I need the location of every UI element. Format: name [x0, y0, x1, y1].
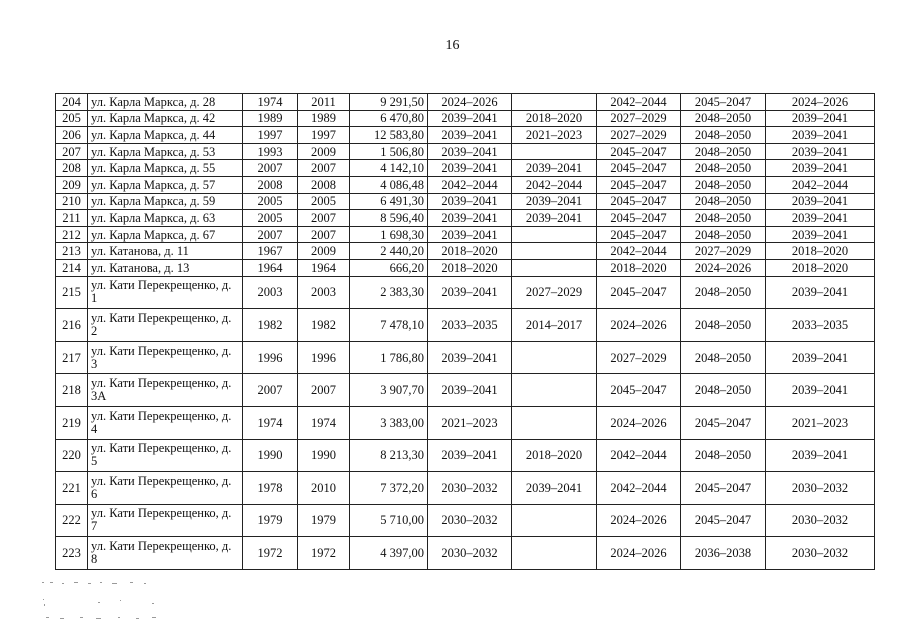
table-row: [56, 259, 875, 276]
period-cell-1: 2039–2041: [428, 143, 512, 160]
year-last-repair-cell: 1964: [298, 259, 350, 276]
year-built-cell: 1974: [243, 406, 298, 439]
period-cell-2: [512, 504, 597, 537]
year-last-repair-cell: 2010: [298, 472, 350, 505]
table-row: [56, 276, 875, 309]
year-last-repair-cell: 2011: [298, 94, 350, 111]
address-cell: ул. Катанова, д. 13: [88, 259, 243, 276]
year-last-repair-cell: 2008: [298, 176, 350, 193]
period-cell-1: 2039–2041: [428, 226, 512, 243]
period-cell-2: [512, 226, 597, 243]
period-cell-2: [512, 406, 597, 439]
address-cell: ул. Карла Маркса, д. 67: [88, 226, 243, 243]
row-number: 223: [56, 537, 88, 570]
period-cell-3: 2027–2029: [597, 127, 681, 144]
row-number: 205: [56, 110, 88, 127]
period-cell-4: 2048–2050: [681, 226, 766, 243]
row-number: 221: [56, 472, 88, 505]
year-last-repair-cell: 1972: [298, 537, 350, 570]
year-last-repair-cell: 1990: [298, 439, 350, 472]
table-row: [56, 210, 875, 227]
row-number: 218: [56, 374, 88, 407]
page-number: 16: [445, 38, 460, 53]
period-cell-3: 2045–2047: [597, 143, 681, 160]
year-built-cell: 1972: [243, 537, 298, 570]
area-cell: 7 478,10: [350, 309, 428, 342]
table-row: [56, 193, 875, 210]
address-cell: ул. Кати Перекрещенко, д. 7: [88, 504, 243, 537]
period-cell-1: 2042–2044: [428, 176, 512, 193]
period-cell-5: 2030–2032: [766, 504, 875, 537]
year-built-cell: 1978: [243, 472, 298, 505]
period-cell-4: 2048–2050: [681, 176, 766, 193]
year-last-repair-cell: 2009: [298, 243, 350, 260]
period-cell-2: 2039–2041: [512, 193, 597, 210]
address-cell: ул. Карла Маркса, д. 53: [88, 143, 243, 160]
area-cell: 5 710,00: [350, 504, 428, 537]
row-number: 212: [56, 226, 88, 243]
row-number: 210: [56, 193, 88, 210]
period-cell-5: 2030–2032: [766, 472, 875, 505]
address-cell: ул. Карла Маркса, д. 28: [88, 94, 243, 111]
area-cell: 12 583,80: [350, 127, 428, 144]
period-cell-3: 2045–2047: [597, 374, 681, 407]
table-row: [56, 176, 875, 193]
table-row: [56, 374, 875, 407]
period-cell-1: 2039–2041: [428, 341, 512, 374]
year-built-cell: 1989: [243, 110, 298, 127]
area-cell: 3 383,00: [350, 406, 428, 439]
address-cell: ул. Кати Перекрещенко, д. 2: [88, 309, 243, 342]
period-cell-1: 2039–2041: [428, 110, 512, 127]
period-cell-4: 2048–2050: [681, 374, 766, 407]
year-last-repair-cell: 2003: [298, 276, 350, 309]
table-row: [56, 472, 875, 505]
year-built-cell: 1967: [243, 243, 298, 260]
area-cell: 1 698,30: [350, 226, 428, 243]
period-cell-4: 2036–2038: [681, 537, 766, 570]
row-number: 204: [56, 94, 88, 111]
period-cell-5: 2024–2026: [766, 94, 875, 111]
year-last-repair-cell: 1989: [298, 110, 350, 127]
row-number: 219: [56, 406, 88, 439]
period-cell-2: [512, 259, 597, 276]
period-cell-1: 2039–2041: [428, 160, 512, 177]
period-cell-2: 2021–2023: [512, 127, 597, 144]
address-cell: ул. Карла Маркса, д. 57: [88, 176, 243, 193]
period-cell-1: 2030–2032: [428, 537, 512, 570]
row-number: 222: [56, 504, 88, 537]
period-cell-2: [512, 143, 597, 160]
period-cell-5: 2039–2041: [766, 160, 875, 177]
area-cell: 4 397,00: [350, 537, 428, 570]
period-cell-5: 2021–2023: [766, 406, 875, 439]
period-cell-1: 2030–2032: [428, 504, 512, 537]
area-cell: 2 383,30: [350, 276, 428, 309]
period-cell-4: 2048–2050: [681, 341, 766, 374]
period-cell-4: 2048–2050: [681, 309, 766, 342]
area-cell: 8 596,40: [350, 210, 428, 227]
area-cell: 7 372,20: [350, 472, 428, 505]
table-row: [56, 537, 875, 570]
table-row: [56, 309, 875, 342]
year-built-cell: 2005: [243, 210, 298, 227]
period-cell-4: 2045–2047: [681, 94, 766, 111]
table-row: [56, 243, 875, 260]
address-cell: ул. Кати Перекрещенко, д. 3А: [88, 374, 243, 407]
period-cell-1: 2039–2041: [428, 127, 512, 144]
period-cell-2: 2039–2041: [512, 210, 597, 227]
year-built-cell: 1979: [243, 504, 298, 537]
period-cell-4: 2024–2026: [681, 259, 766, 276]
period-cell-4: 2045–2047: [681, 472, 766, 505]
year-last-repair-cell: 1996: [298, 341, 350, 374]
period-cell-4: 2048–2050: [681, 439, 766, 472]
row-number: 209: [56, 176, 88, 193]
period-cell-3: 2024–2026: [597, 309, 681, 342]
period-cell-5: 2039–2041: [766, 341, 875, 374]
period-cell-1: 2039–2041: [428, 374, 512, 407]
year-last-repair-cell: 2007: [298, 226, 350, 243]
period-cell-1: 2033–2035: [428, 309, 512, 342]
year-built-cell: 2008: [243, 176, 298, 193]
table-row: [56, 143, 875, 160]
building-registry-table: [55, 93, 875, 570]
table-row: [56, 406, 875, 439]
period-cell-4: 2048–2050: [681, 210, 766, 227]
period-cell-4: 2048–2050: [681, 160, 766, 177]
area-cell: 4 086,48: [350, 176, 428, 193]
area-cell: 1 506,80: [350, 143, 428, 160]
year-last-repair-cell: 2009: [298, 143, 350, 160]
year-built-cell: 2007: [243, 374, 298, 407]
period-cell-5: 2039–2041: [766, 210, 875, 227]
period-cell-1: 2039–2041: [428, 210, 512, 227]
period-cell-4: 2048–2050: [681, 110, 766, 127]
period-cell-3: 2045–2047: [597, 193, 681, 210]
period-cell-5: 2039–2041: [766, 374, 875, 407]
period-cell-2: 2018–2020: [512, 439, 597, 472]
period-cell-2: [512, 94, 597, 111]
table-body: [56, 94, 875, 570]
address-cell: ул. Кати Перекрещенко, д. 5: [88, 439, 243, 472]
year-last-repair-cell: 2007: [298, 210, 350, 227]
period-cell-4: 2048–2050: [681, 193, 766, 210]
period-cell-3: 2045–2047: [597, 176, 681, 193]
year-built-cell: 2005: [243, 193, 298, 210]
table-row: [56, 160, 875, 177]
area-cell: 666,20: [350, 259, 428, 276]
row-number: 217: [56, 341, 88, 374]
period-cell-2: 2027–2029: [512, 276, 597, 309]
area-cell: 3 907,70: [350, 374, 428, 407]
year-built-cell: 2007: [243, 160, 298, 177]
area-cell: 4 142,10: [350, 160, 428, 177]
table-row: [56, 504, 875, 537]
period-cell-2: 2039–2041: [512, 472, 597, 505]
row-number: 220: [56, 439, 88, 472]
table-row: [56, 110, 875, 127]
address-cell: ул. Кати Перекрещенко, д. 8: [88, 537, 243, 570]
year-built-cell: 1964: [243, 259, 298, 276]
address-cell: ул. Кати Перекрещенко, д. 1: [88, 276, 243, 309]
area-cell: 6 470,80: [350, 110, 428, 127]
period-cell-3: 2027–2029: [597, 341, 681, 374]
period-cell-3: 2027–2029: [597, 110, 681, 127]
period-cell-5: 2018–2020: [766, 243, 875, 260]
period-cell-3: 2045–2047: [597, 210, 681, 227]
period-cell-3: 2024–2026: [597, 504, 681, 537]
period-cell-5: 2042–2044: [766, 176, 875, 193]
period-cell-4: 2048–2050: [681, 276, 766, 309]
period-cell-4: 2045–2047: [681, 504, 766, 537]
period-cell-2: 2039–2041: [512, 160, 597, 177]
year-built-cell: 1990: [243, 439, 298, 472]
period-cell-1: 2018–2020: [428, 243, 512, 260]
area-cell: 9 291,50: [350, 94, 428, 111]
period-cell-3: 2045–2047: [597, 160, 681, 177]
period-cell-1: 2039–2041: [428, 193, 512, 210]
period-cell-3: 2042–2044: [597, 472, 681, 505]
year-last-repair-cell: 2005: [298, 193, 350, 210]
table-row: [56, 94, 875, 111]
scan-artifact: [40, 582, 190, 626]
period-cell-3: 2042–2044: [597, 439, 681, 472]
period-cell-1: 2018–2020: [428, 259, 512, 276]
table-row: [56, 226, 875, 243]
period-cell-3: 2024–2026: [597, 406, 681, 439]
year-built-cell: 2007: [243, 226, 298, 243]
period-cell-2: 2042–2044: [512, 176, 597, 193]
row-number: 207: [56, 143, 88, 160]
row-number: 206: [56, 127, 88, 144]
address-cell: ул. Карла Маркса, д. 42: [88, 110, 243, 127]
period-cell-2: [512, 537, 597, 570]
period-cell-3: 2045–2047: [597, 226, 681, 243]
area-cell: 1 786,80: [350, 341, 428, 374]
period-cell-5: 2039–2041: [766, 226, 875, 243]
period-cell-1: 2021–2023: [428, 406, 512, 439]
period-cell-3: 2042–2044: [597, 243, 681, 260]
row-number: 216: [56, 309, 88, 342]
row-number: 208: [56, 160, 88, 177]
year-last-repair-cell: 2007: [298, 160, 350, 177]
table-row: [56, 439, 875, 472]
table-row: [56, 341, 875, 374]
period-cell-4: 2048–2050: [681, 127, 766, 144]
address-cell: ул. Кати Перекрещенко, д. 3: [88, 341, 243, 374]
period-cell-4: 2048–2050: [681, 143, 766, 160]
period-cell-2: [512, 341, 597, 374]
year-last-repair-cell: 1979: [298, 504, 350, 537]
period-cell-5: 2033–2035: [766, 309, 875, 342]
address-cell: ул. Карла Маркса, д. 55: [88, 160, 243, 177]
period-cell-5: 2018–2020: [766, 259, 875, 276]
area-cell: 2 440,20: [350, 243, 428, 260]
year-last-repair-cell: 1974: [298, 406, 350, 439]
address-cell: ул. Карла Маркса, д. 63: [88, 210, 243, 227]
area-cell: 6 491,30: [350, 193, 428, 210]
year-built-cell: 1974: [243, 94, 298, 111]
period-cell-5: 2039–2041: [766, 143, 875, 160]
period-cell-1: 2024–2026: [428, 94, 512, 111]
year-built-cell: 1982: [243, 309, 298, 342]
table-row: [56, 127, 875, 144]
address-cell: ул. Кати Перекрещенко, д. 4: [88, 406, 243, 439]
period-cell-1: 2030–2032: [428, 472, 512, 505]
year-built-cell: 2003: [243, 276, 298, 309]
period-cell-5: 2039–2041: [766, 110, 875, 127]
period-cell-4: 2045–2047: [681, 406, 766, 439]
period-cell-3: 2045–2047: [597, 276, 681, 309]
period-cell-4: 2027–2029: [681, 243, 766, 260]
period-cell-5: 2039–2041: [766, 127, 875, 144]
period-cell-5: 2039–2041: [766, 193, 875, 210]
address-cell: ул. Карла Маркса, д. 44: [88, 127, 243, 144]
year-last-repair-cell: 2007: [298, 374, 350, 407]
row-number: 214: [56, 259, 88, 276]
row-number: 213: [56, 243, 88, 260]
year-built-cell: 1997: [243, 127, 298, 144]
address-cell: ул. Кати Перекрещенко, д. 6: [88, 472, 243, 505]
period-cell-5: 2039–2041: [766, 439, 875, 472]
year-last-repair-cell: 1982: [298, 309, 350, 342]
area-cell: 8 213,30: [350, 439, 428, 472]
row-number: 211: [56, 210, 88, 227]
period-cell-1: 2039–2041: [428, 276, 512, 309]
address-cell: ул. Карла Маркса, д. 59: [88, 193, 243, 210]
period-cell-2: [512, 243, 597, 260]
period-cell-2: 2018–2020: [512, 110, 597, 127]
period-cell-5: 2039–2041: [766, 276, 875, 309]
period-cell-3: 2018–2020: [597, 259, 681, 276]
year-last-repair-cell: 1997: [298, 127, 350, 144]
period-cell-2: [512, 374, 597, 407]
period-cell-1: 2039–2041: [428, 439, 512, 472]
period-cell-3: 2042–2044: [597, 94, 681, 111]
year-built-cell: 1993: [243, 143, 298, 160]
address-cell: ул. Катанова, д. 11: [88, 243, 243, 260]
period-cell-2: 2014–2017: [512, 309, 597, 342]
row-number: 215: [56, 276, 88, 309]
year-built-cell: 1996: [243, 341, 298, 374]
period-cell-5: 2030–2032: [766, 537, 875, 570]
period-cell-3: 2024–2026: [597, 537, 681, 570]
